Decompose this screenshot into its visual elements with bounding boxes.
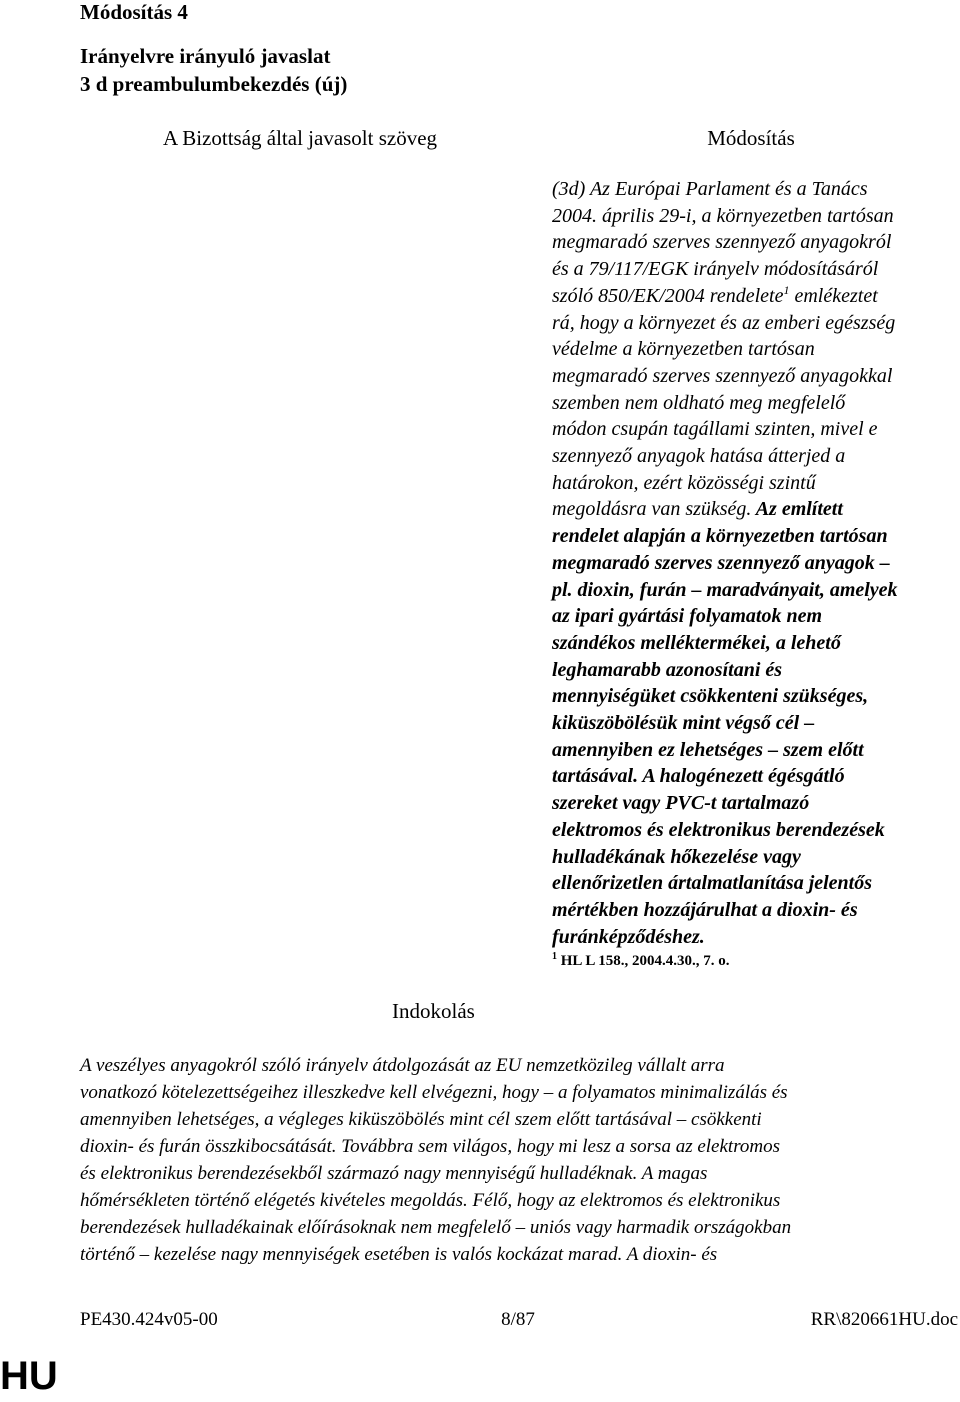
amendment-line: megmaradó szerves szennyező anyagok – bbox=[552, 551, 890, 574]
amendment-line: módon csupán tagállami szinten, mivel e bbox=[552, 418, 878, 441]
footnote-reference: 1 bbox=[783, 282, 790, 297]
amendment-line: pl. dioxin, furán – maradványait, amelyek bbox=[552, 578, 898, 601]
amendment-line: szemben nem oldható meg megfelelő bbox=[552, 391, 846, 414]
amendment-line: (3d) Az Európai Parlament és a Tanács bbox=[552, 178, 868, 200]
amendment-line: rá, hogy a környezet és az emberi egészség bbox=[552, 311, 896, 334]
amendment-line: szándékos melléktermékei, a lehető bbox=[552, 631, 841, 654]
footnote-text: HL L 158., 2004.4.30., 7. o. bbox=[557, 953, 730, 970]
amendment-line: leghamarabb azonosítani és bbox=[552, 658, 783, 681]
amendment-subject: 3 d preambulumbekezdés (új) bbox=[80, 72, 348, 96]
justification-line: berendezések hulladékainak előírásoknak nem megfelelő – uniós vagy harmadik országokban bbox=[80, 1217, 792, 1238]
amendment-line: mértékben hozzájárulhat a dioxin- és bbox=[552, 898, 858, 921]
amendment-line: és a 79/117/EGK irányelv módosításáról bbox=[552, 258, 879, 281]
amendment-line: megmaradó szerves szennyező anyagokkal bbox=[552, 364, 893, 387]
amendment-line: szereket vagy PVC-t tartalmazó bbox=[552, 792, 810, 815]
justification-line: A veszélyes anyagokról szóló irányelv átdolgozását az EU nemzetközileg vállalt arra bbox=[80, 1055, 725, 1076]
amendment-text bbox=[552, 176, 942, 972]
amendment-line: védelme a környezetben tartósan bbox=[552, 338, 815, 361]
amendment-line: elektromos és elektronikus berendezések bbox=[552, 818, 885, 841]
file-name: RR\820661HU.doc bbox=[810, 1309, 958, 1330]
footnote bbox=[552, 950, 942, 972]
amendment-line: rendelet alapján a környezetben tartósan bbox=[552, 525, 888, 548]
amendment-line: 2004. április 29-i, a környezetben tartósan bbox=[552, 204, 894, 227]
amendment-line: furánképződéshez. bbox=[552, 925, 705, 948]
language-code: HU bbox=[0, 1354, 58, 1398]
justification-line: hőmérsékleten történő elégetés kivételes megoldás. Félő, hogy az elektromos és elektronikus bbox=[80, 1190, 781, 1211]
amendment-title: Módosítás 4 bbox=[80, 0, 188, 24]
amendment-line: szennyező anyagok hatása átterjed a bbox=[552, 445, 846, 468]
amendment-line: kiküszöbölésük mint végső cél – bbox=[552, 712, 815, 735]
footnote-mark: 1 bbox=[552, 951, 557, 963]
amendment-line-segment-bold: Az említett bbox=[751, 498, 843, 521]
amendment-line: hulladékának hőkezelése vagy bbox=[552, 845, 801, 868]
justification-heading: Indokolás bbox=[392, 999, 475, 1023]
page-number: 8/87 bbox=[501, 1309, 535, 1330]
commission-text-heading: A Bizottság által javasolt szöveg bbox=[162, 126, 438, 150]
amendment-line: ellenőrizetlen ártalmatlanítása jelentős bbox=[552, 872, 873, 895]
amendment-line-segment: szóló 850/EK/2004 rendelete bbox=[552, 284, 784, 307]
amendment-line: tartásával. A halogénezett égésgátló bbox=[552, 765, 845, 788]
amendment-line: megmaradó szerves szennyező anyagokról bbox=[552, 231, 892, 254]
amendment-column-heading: Módosítás bbox=[707, 126, 795, 150]
amendment-line-segment: megoldásra van szükség. bbox=[552, 498, 752, 521]
amendment-line-segment: emlékeztet bbox=[789, 284, 878, 307]
justification-line: amennyiben lehetséges, a végleges kiküszöbölés mint cél szem előtt tartásával – csökkenti bbox=[80, 1109, 762, 1130]
amendment-target: Irányelvre irányuló javaslat bbox=[80, 44, 331, 68]
document-code: PE430.424v05-00 bbox=[80, 1309, 218, 1330]
amendment-line bbox=[552, 496, 942, 523]
amendment-line: amennyiben ez lehetséges – szem előtt bbox=[552, 738, 864, 761]
amendment-line: mennyiségüket csökkenteni szükséges, bbox=[552, 685, 869, 708]
justification-text bbox=[80, 1052, 950, 1268]
justification-line: és elektronikus berendezésekből származó nagy mennyiségű hulladéknak. A magas bbox=[80, 1163, 708, 1184]
justification-line: történő – kezelése nagy mennyiségek esetében is valós kockázat marad. A dioxin- és bbox=[80, 1244, 718, 1265]
justification-line: dioxin- és furán összkibocsátását. Továbbra sem világos, hogy mi lesz a sorsa az elektromos bbox=[80, 1136, 780, 1157]
amendment-line: az ipari gyártási folyamatok nem bbox=[552, 605, 822, 628]
amendment-line bbox=[552, 283, 942, 310]
amendment-line: határokon, ezért közösségi szintű bbox=[552, 471, 816, 494]
justification-line: vonatkozó kötelezettségeihez illeszkedve kell elvégezni, hogy – a folyamatos minimalizálás és bbox=[80, 1082, 788, 1103]
